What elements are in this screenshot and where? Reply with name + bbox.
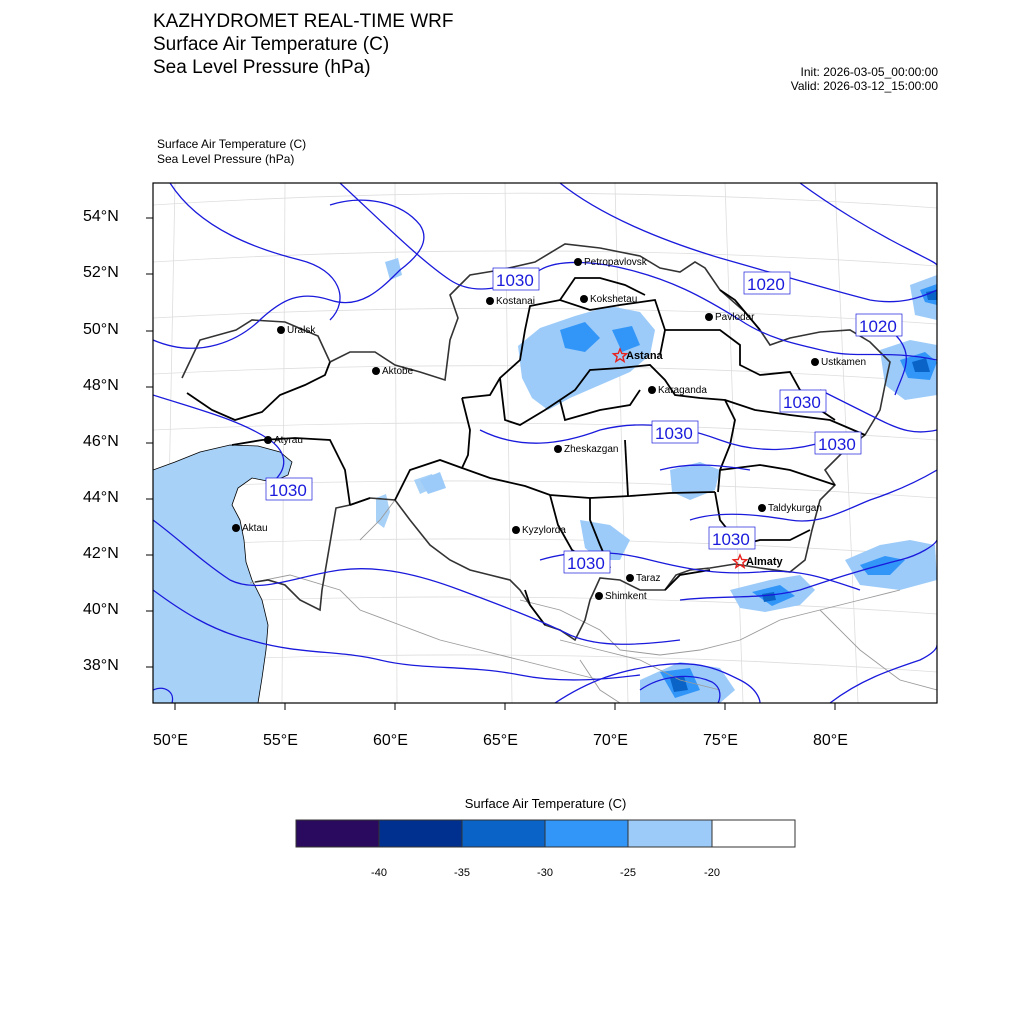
lon-label: 70°E	[593, 732, 628, 749]
svg-text:1020: 1020	[859, 317, 897, 336]
svg-text:1030: 1030	[712, 530, 750, 549]
lat-label: 54°N	[83, 208, 119, 225]
svg-text:Kokshetau: Kokshetau	[590, 294, 638, 305]
svg-text:1030: 1030	[783, 393, 821, 412]
isobar-label	[815, 432, 861, 454]
svg-text:Ustkamen: Ustkamen	[821, 357, 867, 368]
lon-label: 80°E	[813, 732, 848, 749]
lat-label: 44°N	[83, 489, 119, 506]
svg-text:Uralsk: Uralsk	[287, 325, 316, 336]
isobar-label	[856, 314, 902, 336]
isobar-label	[493, 268, 539, 290]
svg-text:Aktobe: Aktobe	[382, 366, 414, 377]
lat-label: 40°N	[83, 601, 119, 618]
lon-label: 55°E	[263, 732, 298, 749]
title-line-1: KAZHYDROMET REAL-TIME WRF	[153, 11, 454, 32]
lat-label: 38°N	[83, 657, 119, 674]
svg-text:Almaty: Almaty	[746, 556, 783, 568]
lat-label: 42°N	[83, 545, 119, 562]
isobar-label	[780, 390, 826, 412]
colorbar-tick-label: -40	[371, 867, 387, 879]
svg-text:Zheskazgan: Zheskazgan	[564, 444, 619, 455]
svg-text:Kyzylorda: Kyzylorda	[522, 525, 566, 536]
svg-text:Petropavlovsk: Petropavlovsk	[584, 257, 647, 268]
svg-text:1030: 1030	[269, 481, 307, 500]
colorbar-bin	[628, 820, 712, 847]
title-line-2: Surface Air Temperature (C)	[153, 34, 390, 55]
svg-text:1030: 1030	[655, 424, 693, 443]
colorbar-bin	[462, 820, 545, 847]
colorbar-bin	[545, 820, 628, 847]
svg-text:1030: 1030	[818, 435, 856, 454]
svg-text:Taraz: Taraz	[636, 573, 661, 584]
lat-tick-marks	[146, 218, 153, 667]
lat-label: 46°N	[83, 433, 119, 450]
isobar-label	[709, 527, 755, 549]
svg-text:Shimkent: Shimkent	[605, 591, 647, 602]
colorbar-bin	[712, 820, 795, 847]
lon-label: 75°E	[703, 732, 738, 749]
colorbar-title: Surface Air Temperature (C)	[464, 796, 627, 811]
svg-text:Atyrau: Atyrau	[274, 435, 303, 446]
isobar-label	[564, 551, 610, 573]
isobar-label	[652, 421, 698, 443]
lat-label: 48°N	[83, 377, 119, 394]
subtitle-pressure: Sea Level Pressure (hPa)	[157, 152, 295, 166]
isobar-label	[744, 272, 790, 294]
subtitle-temperature: Surface Air Temperature (C)	[157, 137, 307, 151]
lon-tick-marks	[175, 703, 835, 710]
colorbar-tick-label: -25	[620, 867, 636, 879]
svg-text:Pavlodar: Pavlodar	[715, 312, 755, 323]
svg-text:Aktau: Aktau	[242, 523, 268, 534]
lon-label: 65°E	[483, 732, 518, 749]
svg-text:1020: 1020	[747, 275, 785, 294]
init-time: Init: 2026-03-05_00:00:00	[800, 65, 938, 79]
lon-label: 60°E	[373, 732, 408, 749]
lon-label: 50°E	[153, 732, 188, 749]
valid-time: Valid: 2026-03-12_15:00:00	[790, 79, 938, 93]
colorbar-tick-label: -35	[454, 867, 470, 879]
colorbar-tick-label: -30	[537, 867, 553, 879]
svg-text:1030: 1030	[567, 554, 605, 573]
svg-text:1030: 1030	[496, 271, 534, 290]
colorbar-tick-label: -20	[704, 867, 720, 879]
title-line-3: Sea Level Pressure (hPa)	[153, 57, 371, 78]
colorbar	[296, 820, 795, 847]
lat-label: 50°N	[83, 321, 119, 338]
colorbar-bin	[379, 820, 462, 847]
lat-label: 52°N	[83, 264, 119, 281]
svg-text:Taldykurgan: Taldykurgan	[768, 503, 822, 514]
city-petropavlovsk	[574, 257, 648, 268]
colorbar-bin	[296, 820, 379, 847]
isobar-label	[266, 478, 312, 500]
svg-text:Kostanai: Kostanai	[496, 296, 535, 307]
city-zheskazgan	[554, 444, 618, 455]
svg-text:Karaganda: Karaganda	[658, 385, 707, 396]
city-taldykurgan	[758, 503, 822, 514]
svg-text:Astana: Astana	[626, 350, 663, 362]
